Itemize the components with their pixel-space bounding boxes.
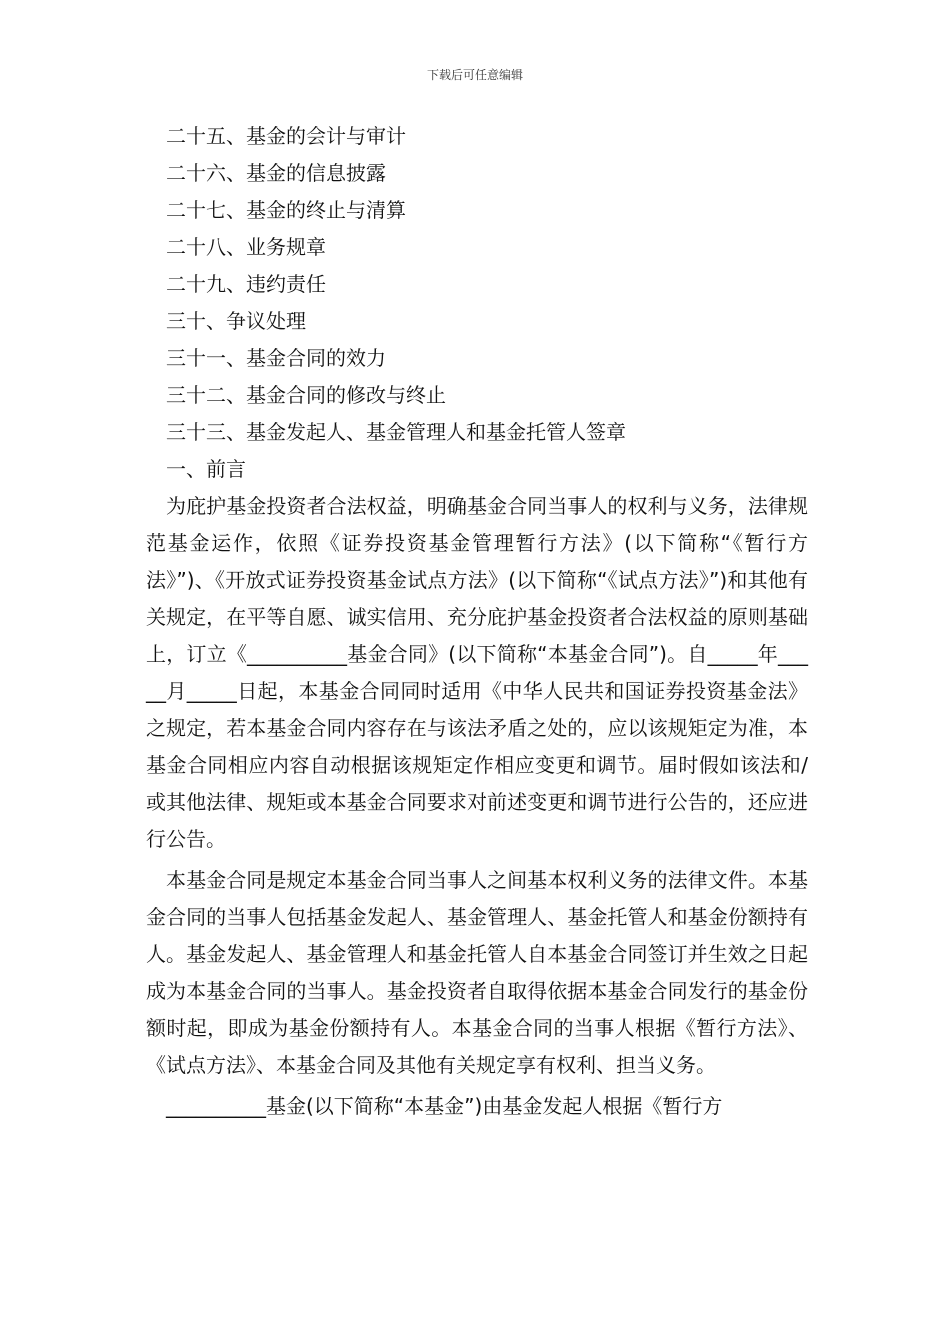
toc-item: 二十七、基金的终止与清算 (166, 198, 406, 222)
toc-item: 二十八、业务规章 (166, 235, 326, 259)
section-heading: 一、前言 (166, 457, 246, 481)
toc-item: 三十三、基金发起人、基金管理人和基金托管人签章 (166, 420, 626, 444)
paragraph: 本基金合同是规定本基金合同当事人之间基本权利义务的法律文件。本基金合同的当事人包括基金发起人、基金管理人、基金托管人和基金份额持有人。基金发起人、基金管理人和基金托管人自本基金合同签订并生效之日起成为本基金合同的当事人。基金投资者自取得依据本基金合同发行的基金份额时起，即成为基金份额持有人。本基金合同的当事人根据《暂行方法》、《试点方法》、本基金合同及其他有关规定享有权利、担当义务。 (146, 868, 808, 1077)
paragraph: 为庇护基金投资者合法权益，明确基金合同当事人的权利与义务，法律规范基金运作，依照《证券投资基金管理暂行方法》(以下简称“《暂行方法》”)、《开放式证券投资基金试点方法》(以下简称“《试点方法》”)和其他有关规定，在平等自愿、诚实信用、充分庇护基金投资者合法权益的原则基础上，订立《__________基金合同》(以下简称“本基金合同”)。自_____年_____月_____日起，本基金合同同时适用《中华人民共和国证券投资基金法》之规定，若本基金合同内容存在与该法矛盾之处的，应以该规矩定为准，本基金合同相应内容自动根据该规矩定作相应变更和调节。届时假如该法和/或其他法律、规矩或本基金合同要求对前述变更和调节进行公告的，还应进行公告。 (146, 494, 808, 851)
toc-item: 三十、争议处理 (166, 309, 306, 333)
page-header: 下载后可任意编辑 (426, 68, 523, 82)
toc-item: 三十一、基金合同的效力 (166, 346, 386, 370)
toc-item: 三十二、基金合同的修改与终止 (166, 383, 446, 407)
table-of-contents (146, 118, 808, 488)
toc-item: 二十九、违约责任 (166, 272, 326, 296)
toc-item: 二十五、基金的会计与审计 (166, 124, 406, 148)
document-body (146, 118, 808, 1125)
toc-item: 二十六、基金的信息披露 (166, 161, 386, 185)
paragraph: __________基金(以下简称“本基金”)由基金发起人根据《暂行方 (166, 1094, 723, 1118)
